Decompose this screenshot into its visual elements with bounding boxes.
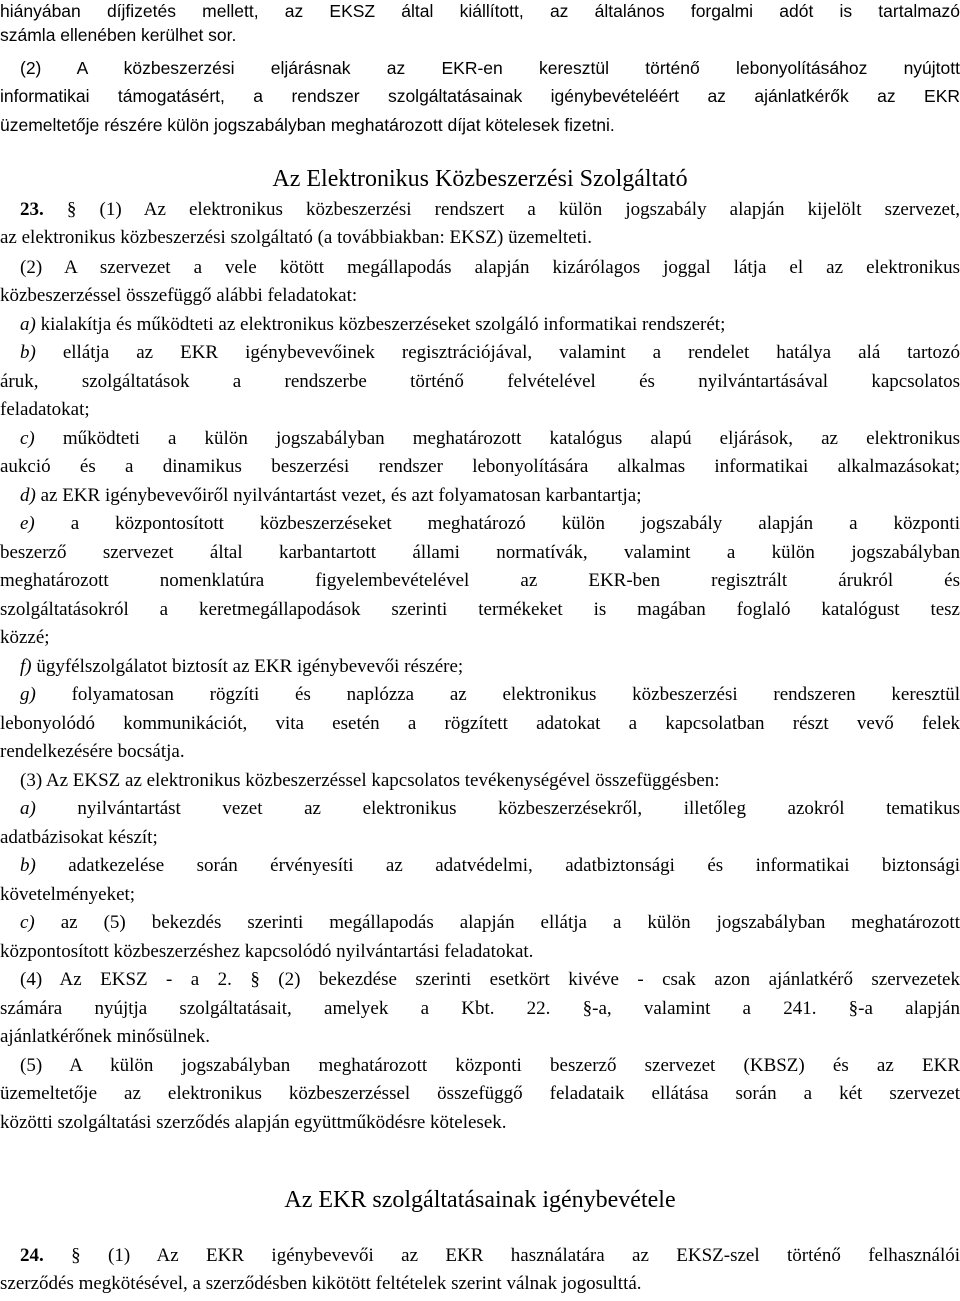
section-23-body-line: szolgáltatásokról a keretmegállapodások szerinti termékeket is magában foglaló katalógust tesz <box>0 599 960 620</box>
section-23-body-line: közötti szolgáltatási szerződés alapján együttműködésre kötelesek. <box>0 1112 507 1133</box>
list-item-text: nyilvántartást vezet az elektronikus közbeszerzésekről, illetőleg azokról tematikus <box>35 798 960 819</box>
list-item-marker: e) <box>20 513 35 534</box>
section-23-body-line: adatbázisokat készít; <box>0 827 158 848</box>
section-23-body-line: (2) A szervezet a vele kötött megállapodás alapján kizárólagos joggal látja el az elektronikus <box>20 257 960 278</box>
list-item-text: az (5) bekezdés szerinti megállapodás alapján ellátja a külön jogszabályban meghatározott <box>34 912 960 933</box>
section-23-body-line <box>0 798 960 820</box>
section-23-body-line: számára nyújtja szolgáltatásait, amelyek a Kbt. 22. §-a, valamint a 241. §-a alapján <box>0 998 960 1019</box>
section-23-body-line <box>0 855 960 877</box>
section-23-body-line <box>0 912 960 934</box>
section-23-body-line <box>0 485 960 507</box>
list-item-text: ügyfélszolgálatot biztosít az EKR igénybevevői részére; <box>31 656 464 677</box>
section-23-paragraph-1: (1) Az elektronikus közbeszerzési rendszert a külön jogszabály alapján kijelölt szervezet, <box>99 199 960 220</box>
intro-line: hiányában díjfizetés mellett, az EKSZ által kiállított, az általános forgalmi adót is tartalmazó <box>0 1 960 21</box>
section-23-body-line: közbeszerzéssel összefüggő alábbi feladatokat: <box>0 285 358 306</box>
list-item-marker: f) <box>20 656 32 677</box>
list-item-text: adatkezelése során érvényesíti az adatvédelmi, adatbiztonsági és informatikai biztonsági <box>35 855 960 876</box>
list-item-marker: g) <box>20 684 36 705</box>
section-23-body-line <box>0 684 960 706</box>
section-23-body-line: áruk, szolgáltatások a rendszerbe történő felvételével és nyilvántartásával kapcsolatos <box>0 371 960 392</box>
section-23-body-line: (3) Az EKSZ az elektronikus közbeszerzéssel kapcsolatos tevékenységével összefüggésben: <box>20 770 720 791</box>
list-item-marker: b) <box>20 855 36 876</box>
section-23-body-line: aukció és a dinamikus beszerzési rendszer lebonyolítására alkalmas informatikai alkalmazásokat; <box>0 456 960 477</box>
list-item-text: a központosított közbeszerzéseket meghatározó külön jogszabály alapján a központi <box>34 513 960 534</box>
section-24-number: 24. <box>20 1245 44 1266</box>
section-heading-ekszolgaltato: Az Elektronikus Közbeszerzési Szolgáltató <box>272 166 688 192</box>
intro-line: (2) A közbeszerzési eljárásnak az EKR-en keresztül történő lebonyolításához nyújtott <box>20 58 960 78</box>
section-23-body-line: rendelkezésére bocsátja. <box>0 741 185 762</box>
section-23-body-line: lebonyolódó kommunikációt, vita esetén a rögzített adatokat a kapcsolatban részt vevő felek <box>0 713 960 734</box>
section-heading-ekr-igenybevetele: Az EKR szolgáltatásainak igénybevétele <box>284 1187 676 1213</box>
section-24-second-line: szerződés megkötésével, a szerződésben kikötött feltételek szerint válnak jogosulttá. <box>0 1273 642 1294</box>
list-item-marker: a) <box>20 314 36 335</box>
section-23-body-line: beszerző szervezet által karbantartott állami normatívák, valamint a külön jogszabályban <box>0 542 960 563</box>
section-23-body-line <box>0 428 960 450</box>
section-23-body-line: központosított közbeszerzéshez kapcsolódó nyilvántartási feladatokat. <box>0 941 534 962</box>
paragraph-symbol-icon: § <box>66 199 77 220</box>
section-23-body-line: (4) Az EKSZ - a 2. § (2) bekezdése szerinti esetkört kivéve - csak azon ajánlatkérő szervezetek <box>20 969 960 990</box>
section-23-number: 23. <box>20 199 44 220</box>
section-23-first-line <box>0 199 960 221</box>
section-23-body-line <box>0 513 960 535</box>
section-23-body-line: feladatokat; <box>0 399 90 420</box>
list-item-text: folyamatosan rögzíti és naplózza az elektronikus közbeszerzési rendszeren keresztül <box>35 684 960 705</box>
section-23-body-line: közzé; <box>0 627 50 648</box>
intro-line: számla ellenében kerülhet sor. <box>0 25 237 45</box>
list-item-text: az EKR igénybevevőiről nyilvántartást vezet, és azt folyamatosan karbantartja; <box>35 485 642 506</box>
section-23-body-line: meghatározott nomenklatúra figyelembevételével az EKR-ben regisztrált árukról és <box>0 570 960 591</box>
section-23-body-line <box>0 656 960 678</box>
section-24-first-line <box>0 1245 960 1267</box>
section-23-body-line: ajánlatkérőnek minősülnek. <box>0 1026 210 1047</box>
section-23-body-line: (5) A külön jogszabályban meghatározott központi beszerző szervezet (KBSZ) és az EKR <box>20 1055 960 1076</box>
section-23-body-line: követelményeket; <box>0 884 136 905</box>
list-item-text: ellátja az EKR igénybevevőinek regisztrációjával, valamint a rendelet hatálya alá tartozó <box>35 342 960 363</box>
list-item-marker: c) <box>20 912 35 933</box>
section-23-p1-line: az elektronikus közbeszerzési szolgáltató (a továbbiakban: EKSZ) üzemelteti. <box>0 227 592 248</box>
list-item-marker: c) <box>20 428 35 449</box>
section-23-body-line <box>0 342 960 364</box>
list-item-text: kialakítja és működteti az elektronikus közbeszerzéseket szolgáló informatikai rendszerét; <box>35 314 726 335</box>
list-item-marker: a) <box>20 798 36 819</box>
section-23-body-line: üzemeltetője az elektronikus közbeszerzéssel összefüggő feladataik ellátása során a két szervezet <box>0 1083 960 1104</box>
section-23-body-line <box>0 314 960 336</box>
list-item-marker: b) <box>20 342 36 363</box>
list-item-marker: d) <box>20 485 36 506</box>
list-item-text: működteti a külön jogszabályban meghatározott katalógus alapú eljárások, az elektronikus <box>34 428 960 449</box>
intro-line: üzemeltetője részére külön jogszabályban meghatározott díjat kötelesek fizetni. <box>0 115 615 135</box>
section-24-paragraph-1: § (1) Az EKR igénybevevői az EKR használatára az EKSZ-szel történő felhasználói <box>71 1245 960 1266</box>
intro-line: informatikai támogatásért, a rendszer szolgáltatásainak igénybevételéért az ajánlatkérők az EKR <box>0 86 960 106</box>
